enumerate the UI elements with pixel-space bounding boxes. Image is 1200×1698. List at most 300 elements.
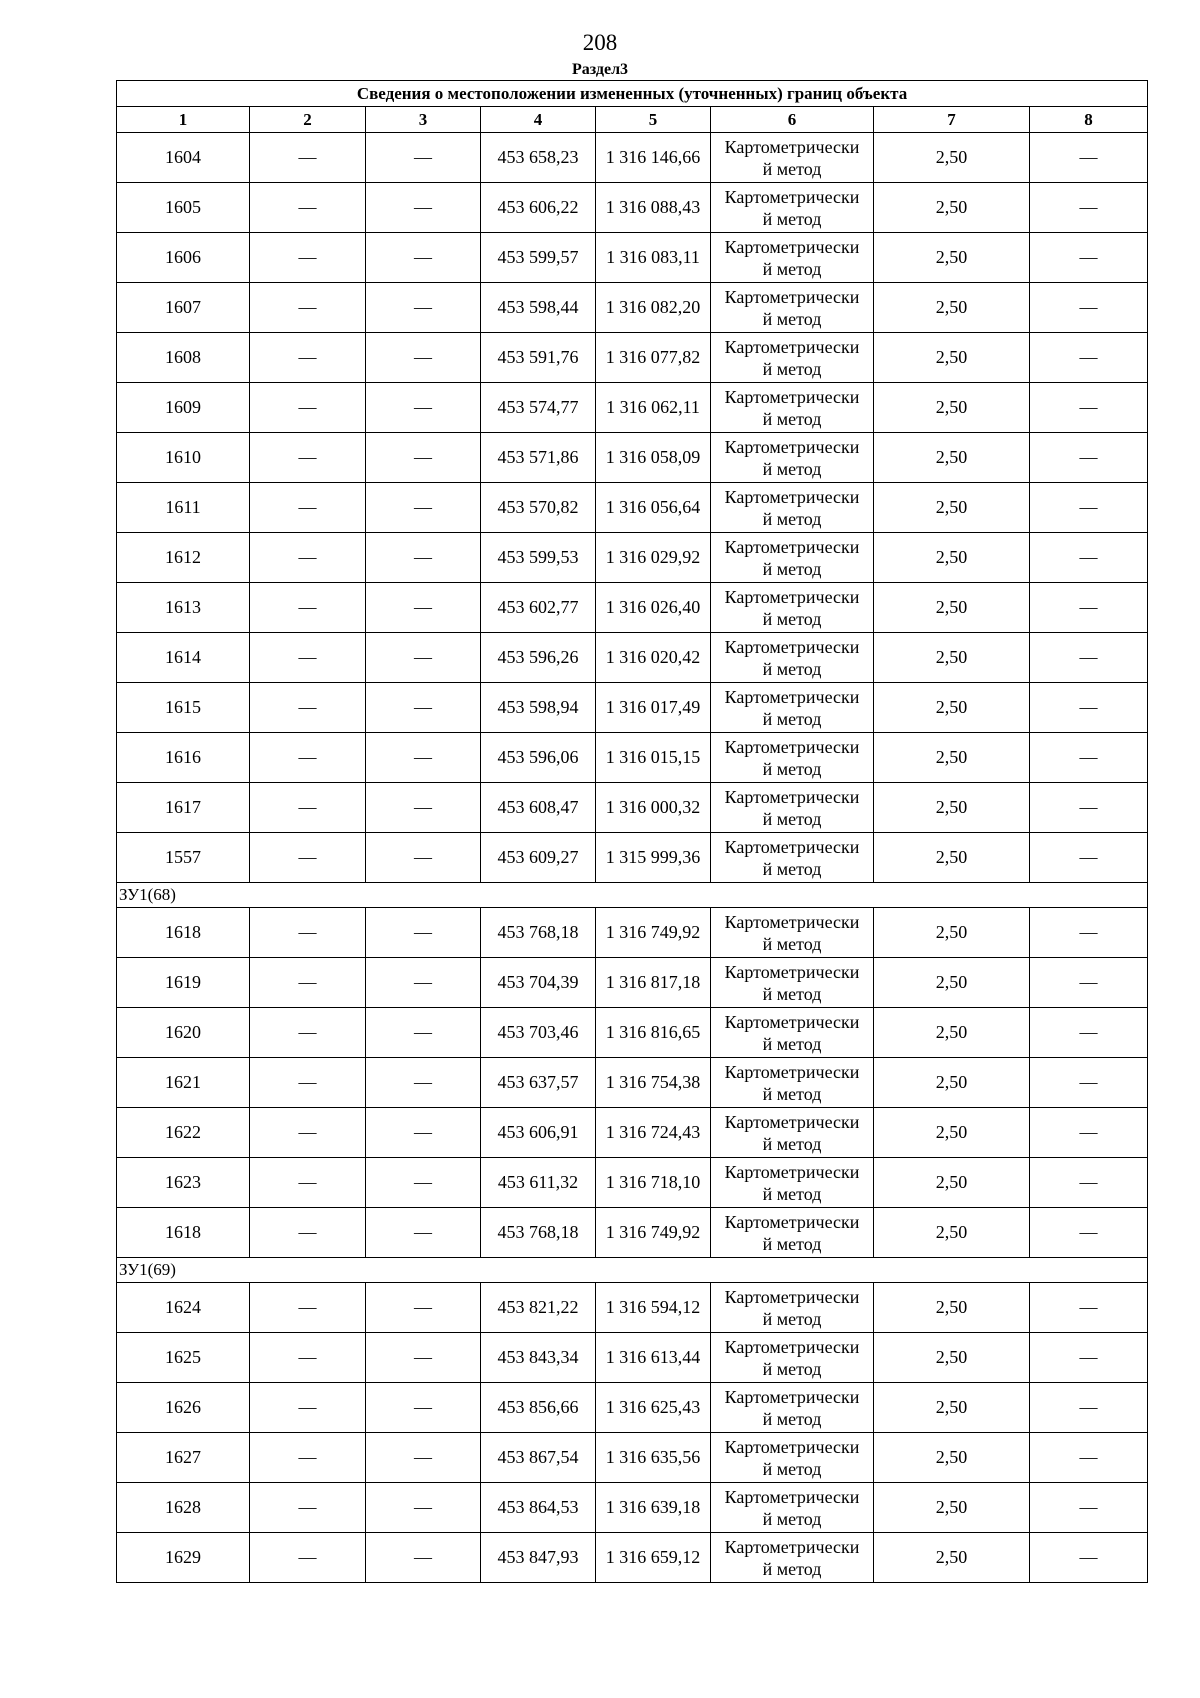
method-line-2: й метод	[762, 608, 822, 629]
table-row	[117, 533, 1148, 583]
column-number: 8	[1030, 107, 1148, 133]
method-line-2: й метод	[762, 808, 822, 829]
col8-cell: —	[1030, 1208, 1148, 1258]
col2-cell: —	[250, 1208, 366, 1258]
accuracy-cell: 2,50	[874, 1383, 1030, 1433]
point-number-cell: 1609	[117, 383, 250, 433]
col8-cell: —	[1030, 1483, 1148, 1533]
method-line-1: Картометрически	[724, 1436, 860, 1457]
accuracy-cell: 2,50	[874, 1108, 1030, 1158]
accuracy-cell: 2,50	[874, 283, 1030, 333]
method-line-2: й метод	[762, 558, 822, 579]
method-cell	[711, 908, 874, 958]
table-row	[117, 1208, 1148, 1258]
col2-cell: —	[250, 1008, 366, 1058]
method-cell	[711, 958, 874, 1008]
col2-cell: —	[250, 683, 366, 733]
coord-y-cell: 1 316 635,56	[596, 1433, 711, 1483]
col3-cell: —	[366, 1158, 481, 1208]
method-cell	[711, 133, 874, 183]
method-cell	[711, 333, 874, 383]
coord-y-cell: 1 316 749,92	[596, 1208, 711, 1258]
coord-x-cell: 453 856,66	[481, 1383, 596, 1433]
col8-cell: —	[1030, 908, 1148, 958]
coord-y-cell: 1 316 029,92	[596, 533, 711, 583]
col2-cell: —	[250, 958, 366, 1008]
coord-x-cell: 453 598,44	[481, 283, 596, 333]
col8-cell: —	[1030, 833, 1148, 883]
coord-y-cell: 1 316 724,43	[596, 1108, 711, 1158]
col2-cell: —	[250, 533, 366, 583]
method-line-2: й метод	[762, 1033, 822, 1054]
col2-cell: —	[250, 1533, 366, 1583]
method-line-1: Картометрически	[724, 736, 860, 757]
col8-cell: —	[1030, 1333, 1148, 1383]
method-cell	[711, 283, 874, 333]
coord-x-cell: 453 867,54	[481, 1433, 596, 1483]
col3-cell: —	[366, 283, 481, 333]
column-number-row	[117, 107, 1148, 133]
table-row	[117, 1333, 1148, 1383]
col3-cell: —	[366, 233, 481, 283]
table-caption-row	[117, 81, 1148, 107]
coord-y-cell: 1 316 058,09	[596, 433, 711, 483]
col8-cell: —	[1030, 733, 1148, 783]
method-line-2: й метод	[762, 1183, 822, 1204]
point-number-cell: 1624	[117, 1283, 250, 1333]
point-number-cell: 1620	[117, 1008, 250, 1058]
col8-cell: —	[1030, 533, 1148, 583]
table-row	[117, 1383, 1148, 1433]
table-row	[117, 583, 1148, 633]
col2-cell: —	[250, 633, 366, 683]
col2-cell: —	[250, 1483, 366, 1533]
column-number: 3	[366, 107, 481, 133]
accuracy-cell: 2,50	[874, 183, 1030, 233]
method-cell	[711, 1058, 874, 1108]
method-cell	[711, 183, 874, 233]
col8-cell: —	[1030, 1283, 1148, 1333]
coord-x-cell: 453 768,18	[481, 1208, 596, 1258]
point-number-cell: 1612	[117, 533, 250, 583]
method-cell	[711, 1533, 874, 1583]
accuracy-cell: 2,50	[874, 633, 1030, 683]
table-row	[117, 1283, 1148, 1333]
table-row	[117, 183, 1148, 233]
table-row	[117, 1158, 1148, 1208]
col2-cell: —	[250, 1333, 366, 1383]
accuracy-cell: 2,50	[874, 1333, 1030, 1383]
method-line-2: й метод	[762, 358, 822, 379]
table-row	[117, 1533, 1148, 1583]
col3-cell: —	[366, 1533, 481, 1583]
method-line-1: Картометрически	[724, 1111, 860, 1132]
method-cell	[711, 1108, 874, 1158]
point-number-cell: 1607	[117, 283, 250, 333]
col3-cell: —	[366, 1008, 481, 1058]
table-row	[117, 133, 1148, 183]
col8-cell: —	[1030, 433, 1148, 483]
coord-x-cell: 453 570,82	[481, 483, 596, 533]
col3-cell: —	[366, 1433, 481, 1483]
method-line-1: Картометрически	[724, 1286, 860, 1307]
method-cell	[711, 683, 874, 733]
col2-cell: —	[250, 283, 366, 333]
accuracy-cell: 2,50	[874, 233, 1030, 283]
table-row	[117, 733, 1148, 783]
point-number-cell: 1626	[117, 1383, 250, 1433]
accuracy-cell: 2,50	[874, 333, 1030, 383]
point-number-cell: 1619	[117, 958, 250, 1008]
col2-cell: —	[250, 233, 366, 283]
coord-x-cell: 453 821,22	[481, 1283, 596, 1333]
method-cell	[711, 1158, 874, 1208]
col8-cell: —	[1030, 283, 1148, 333]
method-line-1: Картометрически	[724, 1486, 860, 1507]
method-line-2: й метод	[762, 508, 822, 529]
accuracy-cell: 2,50	[874, 533, 1030, 583]
table-row	[117, 958, 1148, 1008]
accuracy-cell: 2,50	[874, 1208, 1030, 1258]
method-line-2: й метод	[762, 408, 822, 429]
coord-y-cell: 1 316 817,18	[596, 958, 711, 1008]
method-cell	[711, 233, 874, 283]
method-line-1: Картометрически	[724, 236, 860, 257]
point-number-cell: 1610	[117, 433, 250, 483]
column-number: 1	[117, 107, 250, 133]
coord-y-cell: 1 316 754,38	[596, 1058, 711, 1108]
coord-y-cell: 1 316 077,82	[596, 333, 711, 383]
col3-cell: —	[366, 383, 481, 433]
coord-x-cell: 453 598,94	[481, 683, 596, 733]
col3-cell: —	[366, 583, 481, 633]
table-row	[117, 483, 1148, 533]
col8-cell: —	[1030, 333, 1148, 383]
coord-x-cell: 453 602,77	[481, 583, 596, 633]
col3-cell: —	[366, 1283, 481, 1333]
coord-y-cell: 1 316 146,66	[596, 133, 711, 183]
method-line-1: Картометрически	[724, 1386, 860, 1407]
coord-x-cell: 453 768,18	[481, 908, 596, 958]
table-row	[117, 1008, 1148, 1058]
coord-x-cell: 453 606,91	[481, 1108, 596, 1158]
coord-y-cell: 1 316 625,43	[596, 1383, 711, 1433]
coord-x-cell: 453 596,06	[481, 733, 596, 783]
group-label: ЗУ1(68)	[117, 883, 1148, 908]
col8-cell: —	[1030, 1158, 1148, 1208]
col2-cell: —	[250, 483, 366, 533]
table-body	[117, 133, 1148, 1583]
method-line-1: Картометрически	[724, 186, 860, 207]
point-number-cell: 1617	[117, 783, 250, 833]
accuracy-cell: 2,50	[874, 133, 1030, 183]
accuracy-cell: 2,50	[874, 1533, 1030, 1583]
col8-cell: —	[1030, 958, 1148, 1008]
table-row	[117, 283, 1148, 333]
method-cell	[711, 1008, 874, 1058]
coord-y-cell: 1 316 718,10	[596, 1158, 711, 1208]
point-number-cell: 1604	[117, 133, 250, 183]
method-line-2: й метод	[762, 1458, 822, 1479]
coord-y-cell: 1 316 083,11	[596, 233, 711, 283]
col3-cell: —	[366, 533, 481, 583]
table-row	[117, 1433, 1148, 1483]
method-line-2: й метод	[762, 258, 822, 279]
col3-cell: —	[366, 733, 481, 783]
col8-cell: —	[1030, 1008, 1148, 1058]
method-line-1: Картометрически	[724, 136, 860, 157]
method-line-1: Картометрически	[724, 1061, 860, 1082]
col3-cell: —	[366, 633, 481, 683]
table-row	[117, 233, 1148, 283]
col3-cell: —	[366, 133, 481, 183]
point-number-cell: 1605	[117, 183, 250, 233]
point-number-cell: 1616	[117, 733, 250, 783]
col8-cell: —	[1030, 1533, 1148, 1583]
accuracy-cell: 2,50	[874, 1483, 1030, 1533]
table-row	[117, 833, 1148, 883]
method-cell	[711, 433, 874, 483]
method-line-2: й метод	[762, 208, 822, 229]
col2-cell: —	[250, 1158, 366, 1208]
table-row	[117, 683, 1148, 733]
col3-cell: —	[366, 1383, 481, 1433]
point-number-cell: 1621	[117, 1058, 250, 1108]
method-line-2: й метод	[762, 708, 822, 729]
coord-x-cell: 453 599,57	[481, 233, 596, 283]
coord-x-cell: 453 611,32	[481, 1158, 596, 1208]
column-number: 4	[481, 107, 596, 133]
table-row	[117, 633, 1148, 683]
coord-y-cell: 1 316 613,44	[596, 1333, 711, 1383]
coord-y-cell: 1 316 015,15	[596, 733, 711, 783]
col2-cell: —	[250, 1283, 366, 1333]
col2-cell: —	[250, 133, 366, 183]
coord-y-cell: 1 316 594,12	[596, 1283, 711, 1333]
method-line-2: й метод	[762, 1083, 822, 1104]
group-header-row	[117, 1258, 1148, 1283]
point-number-cell: 1622	[117, 1108, 250, 1158]
col8-cell: —	[1030, 633, 1148, 683]
coord-y-cell: 1 316 639,18	[596, 1483, 711, 1533]
col2-cell: —	[250, 1383, 366, 1433]
method-line-1: Картометрически	[724, 636, 860, 657]
col3-cell: —	[366, 183, 481, 233]
accuracy-cell: 2,50	[874, 1283, 1030, 1333]
group-label: ЗУ1(69)	[117, 1258, 1148, 1283]
col3-cell: —	[366, 783, 481, 833]
col3-cell: —	[366, 833, 481, 883]
method-line-1: Картометрически	[724, 786, 860, 807]
col2-cell: —	[250, 383, 366, 433]
col2-cell: —	[250, 583, 366, 633]
coord-y-cell: 1 316 062,11	[596, 383, 711, 433]
col8-cell: —	[1030, 383, 1148, 433]
method-line-1: Картометрически	[724, 536, 860, 557]
method-line-2: й метод	[762, 1308, 822, 1329]
page-number: 208	[582, 30, 618, 55]
point-number-cell: 1611	[117, 483, 250, 533]
coord-x-cell: 453 847,93	[481, 1533, 596, 1583]
col8-cell: —	[1030, 1058, 1148, 1108]
coord-x-cell: 453 574,77	[481, 383, 596, 433]
accuracy-cell: 2,50	[874, 583, 1030, 633]
col3-cell: —	[366, 433, 481, 483]
method-line-1: Картометрически	[724, 836, 860, 857]
method-line-2: й метод	[762, 458, 822, 479]
method-line-1: Картометрически	[724, 1536, 860, 1557]
col2-cell: —	[250, 783, 366, 833]
point-number-cell: 1606	[117, 233, 250, 283]
method-cell	[711, 733, 874, 783]
coord-x-cell: 453 658,23	[481, 133, 596, 183]
table-caption: Сведения о местоположении измененных (уточненных) границ объекта	[117, 81, 1148, 107]
method-cell	[711, 833, 874, 883]
method-line-1: Картометрически	[724, 1161, 860, 1182]
point-number-cell: 1627	[117, 1433, 250, 1483]
accuracy-cell: 2,50	[874, 1433, 1030, 1483]
col2-cell: —	[250, 183, 366, 233]
table-row	[117, 433, 1148, 483]
coord-y-cell: 1 316 017,49	[596, 683, 711, 733]
point-number-cell: 1618	[117, 1208, 250, 1258]
method-line-1: Картометрически	[724, 1211, 860, 1232]
point-number-cell: 1623	[117, 1158, 250, 1208]
col3-cell: —	[366, 1108, 481, 1158]
point-number-cell: 1557	[117, 833, 250, 883]
accuracy-cell: 2,50	[874, 733, 1030, 783]
point-number-cell: 1625	[117, 1333, 250, 1383]
coord-x-cell: 453 704,39	[481, 958, 596, 1008]
method-line-2: й метод	[762, 158, 822, 179]
col3-cell: —	[366, 1058, 481, 1108]
coord-x-cell: 453 606,22	[481, 183, 596, 233]
method-line-2: й метод	[762, 308, 822, 329]
method-line-2: й метод	[762, 1358, 822, 1379]
col8-cell: —	[1030, 183, 1148, 233]
method-cell	[711, 783, 874, 833]
method-line-1: Картометрически	[724, 686, 860, 707]
method-cell	[711, 533, 874, 583]
method-line-1: Картометрически	[724, 1011, 860, 1032]
column-number: 6	[711, 107, 874, 133]
col8-cell: —	[1030, 783, 1148, 833]
col2-cell: —	[250, 1058, 366, 1108]
col3-cell: —	[366, 333, 481, 383]
coord-y-cell: 1 316 026,40	[596, 583, 711, 633]
col8-cell: —	[1030, 133, 1148, 183]
point-number-cell: 1615	[117, 683, 250, 733]
col2-cell: —	[250, 833, 366, 883]
point-number-cell: 1608	[117, 333, 250, 383]
point-number-cell: 1614	[117, 633, 250, 683]
col2-cell: —	[250, 733, 366, 783]
method-cell	[711, 1483, 874, 1533]
table-row	[117, 1108, 1148, 1158]
coord-y-cell: 1 316 020,42	[596, 633, 711, 683]
method-line-2: й метод	[762, 1508, 822, 1529]
coord-x-cell: 453 596,26	[481, 633, 596, 683]
accuracy-cell: 2,50	[874, 783, 1030, 833]
method-line-1: Картометрически	[724, 386, 860, 407]
coord-y-cell: 1 316 659,12	[596, 1533, 711, 1583]
accuracy-cell: 2,50	[874, 908, 1030, 958]
method-cell	[711, 1208, 874, 1258]
coord-x-cell: 453 571,86	[481, 433, 596, 483]
col3-cell: —	[366, 908, 481, 958]
point-number-cell: 1618	[117, 908, 250, 958]
col3-cell: —	[366, 683, 481, 733]
method-cell	[711, 1433, 874, 1483]
coord-y-cell: 1 316 816,65	[596, 1008, 711, 1058]
method-line-2: й метод	[762, 858, 822, 879]
method-cell	[711, 383, 874, 433]
coord-x-cell: 453 703,46	[481, 1008, 596, 1058]
coord-y-cell: 1 316 749,92	[596, 908, 711, 958]
method-cell	[711, 633, 874, 683]
table-row	[117, 333, 1148, 383]
point-number-cell: 1613	[117, 583, 250, 633]
method-line-2: й метод	[762, 983, 822, 1004]
table-row	[117, 783, 1148, 833]
coord-y-cell: 1 315 999,36	[596, 833, 711, 883]
coord-x-cell: 453 599,53	[481, 533, 596, 583]
method-cell	[711, 1333, 874, 1383]
col2-cell: —	[250, 433, 366, 483]
method-line-2: й метод	[762, 1233, 822, 1254]
method-cell	[711, 1283, 874, 1333]
coord-x-cell: 453 591,76	[481, 333, 596, 383]
method-line-1: Картометрически	[724, 486, 860, 507]
table-row	[117, 908, 1148, 958]
coord-x-cell: 453 637,57	[481, 1058, 596, 1108]
col8-cell: —	[1030, 1433, 1148, 1483]
accuracy-cell: 2,50	[874, 433, 1030, 483]
col8-cell: —	[1030, 683, 1148, 733]
col8-cell: —	[1030, 233, 1148, 283]
coord-x-cell: 453 608,47	[481, 783, 596, 833]
column-number: 7	[874, 107, 1030, 133]
col3-cell: —	[366, 958, 481, 1008]
method-line-1: Картометрически	[724, 336, 860, 357]
col3-cell: —	[366, 1333, 481, 1383]
coord-y-cell: 1 316 000,32	[596, 783, 711, 833]
section-title: Раздел3	[571, 61, 629, 78]
col2-cell: —	[250, 1433, 366, 1483]
col2-cell: —	[250, 1108, 366, 1158]
col8-cell: —	[1030, 1108, 1148, 1158]
method-line-1: Картометрически	[724, 286, 860, 307]
method-line-1: Картометрически	[724, 911, 860, 932]
col3-cell: —	[366, 483, 481, 533]
method-line-1: Картометрически	[724, 1336, 860, 1357]
col2-cell: —	[250, 333, 366, 383]
col3-cell: —	[366, 1208, 481, 1258]
method-line-2: й метод	[762, 1558, 822, 1579]
coord-x-cell: 453 843,34	[481, 1333, 596, 1383]
method-cell	[711, 483, 874, 533]
method-line-2: й метод	[762, 1408, 822, 1429]
coord-x-cell: 453 609,27	[481, 833, 596, 883]
accuracy-cell: 2,50	[874, 958, 1030, 1008]
accuracy-cell: 2,50	[874, 383, 1030, 433]
col2-cell: —	[250, 908, 366, 958]
col8-cell: —	[1030, 483, 1148, 533]
accuracy-cell: 2,50	[874, 1158, 1030, 1208]
method-line-2: й метод	[762, 933, 822, 954]
table-row	[117, 1058, 1148, 1108]
point-number-cell: 1628	[117, 1483, 250, 1533]
